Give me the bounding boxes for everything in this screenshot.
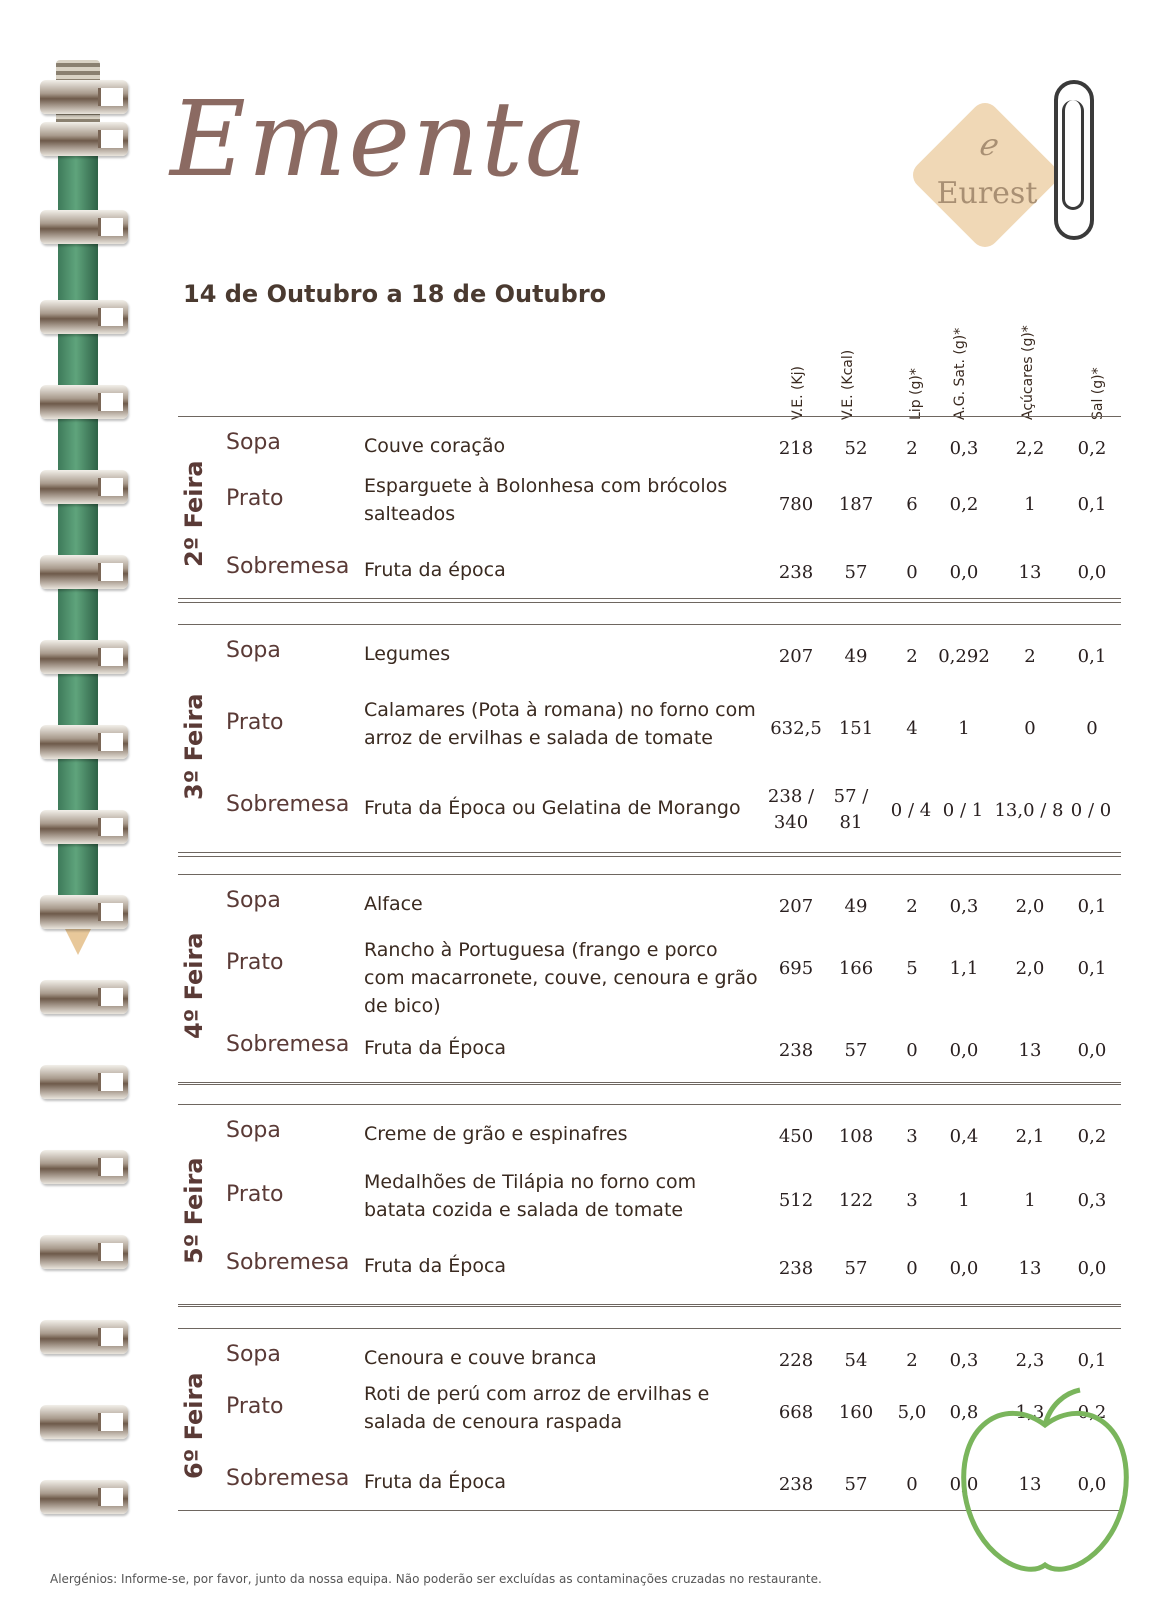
- row-separator: [178, 1084, 1121, 1085]
- row-separator: [178, 602, 1121, 603]
- logo-diamond: [907, 97, 1063, 253]
- dish-name: Couve coração: [364, 435, 506, 457]
- nutrition-value: 0,0: [1077, 1474, 1107, 1495]
- nutrition-value: 2: [906, 1350, 918, 1371]
- nutrition-value: 632,5: [770, 718, 822, 739]
- nutrition-value: 2,2: [1015, 438, 1045, 459]
- nutrition-value: 151: [838, 718, 874, 739]
- nutrition-value: 13: [1018, 1258, 1042, 1279]
- day-label-text: 2º Feira: [180, 460, 208, 567]
- nutrition-value: 0: [906, 1040, 918, 1061]
- paperclip-inner: [1062, 100, 1084, 210]
- binding-ring: [40, 300, 128, 334]
- binding-ring: [40, 385, 128, 419]
- nutrition-value: 0,0: [949, 1258, 979, 1279]
- dish-name: Alface: [364, 893, 423, 915]
- nutrition-value: 0 / 0: [1070, 800, 1112, 821]
- nutrition-value: 6: [906, 494, 918, 515]
- binding-ring: [40, 80, 128, 114]
- nutrition-value: 13,0 / 8: [994, 800, 1064, 821]
- meal-category: Prato: [226, 1394, 284, 1419]
- dish-name: Fruta da Época: [364, 1255, 507, 1277]
- binding-ring: [40, 470, 128, 504]
- nutrition-value: 52: [844, 438, 868, 459]
- logo-swirl-icon: ℯ: [978, 128, 996, 163]
- nutrition-value: 780: [778, 494, 814, 515]
- day-label-text: 5º Feira: [180, 1157, 208, 1264]
- dish-name: Calamares (Pota à romana) no forno com arroz de ervilhas e salada de tomate: [364, 699, 756, 749]
- nutrition-value: 49: [844, 896, 868, 917]
- row-separator: [178, 852, 1121, 853]
- nutrition-value: 3: [906, 1126, 918, 1147]
- meal-category: Sobremesa: [226, 1250, 350, 1275]
- nutrition-value: 0,3: [949, 896, 979, 917]
- allergens-footer: Alergénios: Informe-se, por favor, junto da nossa equipa. Não poderão ser excluídas as contaminações cruzadas no restaurante.: [50, 1572, 822, 1586]
- row-separator: [178, 874, 1121, 875]
- nutrition-value: 108: [838, 1126, 874, 1147]
- nutrition-value: 57: [844, 562, 868, 583]
- row-separator: [178, 598, 1121, 599]
- nutrition-value: 122: [838, 1190, 874, 1211]
- logo-text: Eurest: [936, 176, 1038, 211]
- row-separator: [178, 1082, 1121, 1083]
- binding-ring: [40, 1480, 128, 1514]
- nutrition-value: 1: [958, 718, 970, 739]
- nutrition-value: 0,0: [1077, 562, 1107, 583]
- meal-category: Sopa: [226, 430, 281, 455]
- nutrition-value: 57 / 81: [833, 786, 869, 833]
- nutrition-value: 187: [838, 494, 874, 515]
- col-header-ve-kj: V.E. (Kj): [790, 366, 806, 420]
- nutrition-value: 0: [1086, 718, 1098, 739]
- nutrition-value: 49: [844, 646, 868, 667]
- nutrition-value: 238: [778, 562, 814, 583]
- nutrition-value: 1,3: [1015, 1402, 1045, 1423]
- nutrition-value: 0,0: [949, 1040, 979, 1061]
- apple-icon: [945, 1385, 1145, 1585]
- row-separator: [178, 1328, 1121, 1329]
- nutrition-value: 2: [1024, 646, 1036, 667]
- row-separator: [178, 1306, 1121, 1307]
- row-separator: [178, 1104, 1121, 1105]
- row-separator: [178, 856, 1121, 857]
- nutrition-value: 207: [778, 646, 814, 667]
- dish-name: Cenoura e couve branca: [364, 1347, 597, 1369]
- nutrition-value: 0,1: [1077, 896, 1107, 917]
- nutrition-value: 0,2: [1077, 438, 1107, 459]
- binding-ring: [40, 895, 128, 929]
- nutrition-value: 0,0: [1077, 1258, 1107, 1279]
- dish-name: Medalhões de Tilápia no forno com batata cozida e salada de tomate: [364, 1171, 697, 1221]
- col-header-acucares: Açúcares (g)*: [1020, 325, 1036, 420]
- nutrition-value: 57: [844, 1040, 868, 1061]
- nutrition-value: 0,0: [1077, 1040, 1107, 1061]
- binding-ring: [40, 1405, 128, 1439]
- nutrition-value: 695: [778, 958, 814, 979]
- day-label-text: 3º Feira: [180, 693, 208, 800]
- nutrition-value: 668: [778, 1402, 814, 1423]
- meal-category: Sobremesa: [226, 1032, 350, 1057]
- dish-name: Fruta da Época: [364, 1471, 507, 1493]
- nutrition-value: 238: [778, 1474, 814, 1495]
- nutrition-value: 0,3: [949, 438, 979, 459]
- nutrition-value: 2: [906, 896, 918, 917]
- binding-ring: [40, 210, 128, 244]
- binding-ring: [40, 640, 128, 674]
- meal-category: Sobremesa: [226, 1466, 350, 1491]
- nutrition-value: 0,8: [949, 1402, 979, 1423]
- nutrition-value: 0: [906, 562, 918, 583]
- binding-ring: [40, 1150, 128, 1184]
- nutrition-value: 5: [906, 958, 918, 979]
- nutrition-value: 0,1: [1077, 646, 1107, 667]
- nutrition-value: 0,0: [949, 1474, 979, 1495]
- meal-category: Prato: [226, 950, 284, 975]
- nutrition-value: 2,0: [1015, 958, 1045, 979]
- nutrition-value: 0 / 4: [890, 800, 932, 821]
- nutrition-value: 2: [906, 646, 918, 667]
- day-label-text: 6º Feira: [180, 1372, 208, 1479]
- row-separator: [178, 1304, 1121, 1305]
- nutrition-value: 238: [778, 1258, 814, 1279]
- col-header-ve-kcal: V.E. (Kcal): [840, 349, 856, 420]
- dish-name: Roti de perú com arroz de ervilhas e salada de cenoura raspada: [364, 1383, 710, 1433]
- nutrition-value: 0,1: [1077, 494, 1107, 515]
- nutrition-value: 0,292: [938, 646, 990, 667]
- dish-name: Fruta da época: [364, 559, 506, 581]
- nutrition-value: 0,0: [949, 562, 979, 583]
- col-header-lip: Lip (g)*: [908, 368, 924, 420]
- binding-ring: [40, 555, 128, 589]
- dish-name: Fruta da Época: [364, 1037, 507, 1059]
- binding-ring: [40, 980, 128, 1014]
- dish-name: Fruta da Época ou Gelatina de Morango: [364, 797, 741, 819]
- nutrition-value: 0,4: [949, 1126, 979, 1147]
- meal-category: Sopa: [226, 1118, 281, 1143]
- nutrition-value: 218: [778, 438, 814, 459]
- nutrition-value: 0: [906, 1258, 918, 1279]
- binding-ring: [40, 725, 128, 759]
- nutrition-value: 228: [778, 1350, 814, 1371]
- binding-ring: [40, 1065, 128, 1099]
- nutrition-value: 207: [778, 896, 814, 917]
- row-separator: [178, 416, 1121, 417]
- nutrition-value: 5,0: [897, 1402, 927, 1423]
- meal-category: Sobremesa: [226, 554, 350, 579]
- meal-category: Sopa: [226, 1342, 281, 1367]
- nutrition-value: 0,3: [1077, 1190, 1107, 1211]
- nutrition-value: 4: [906, 718, 918, 739]
- nutrition-value: 0: [906, 1474, 918, 1495]
- nutrition-value: 1: [1024, 1190, 1036, 1211]
- nutrition-value: 166: [838, 958, 874, 979]
- dish-name: Legumes: [364, 643, 451, 665]
- nutrition-value: 0,2: [949, 494, 979, 515]
- binding-ring: [40, 1235, 128, 1269]
- nutrition-value: 1: [958, 1190, 970, 1211]
- nutrition-value: 238: [778, 1040, 814, 1061]
- spiral-binding: [40, 60, 140, 1540]
- nutrition-value: 2,1: [1015, 1126, 1045, 1147]
- binding-ring: [40, 810, 128, 844]
- nutrition-value: 450: [778, 1126, 814, 1147]
- day-label-text: 4º Feira: [180, 932, 208, 1039]
- nutrition-value: 160: [838, 1402, 874, 1423]
- page-title: Ementa: [170, 78, 589, 200]
- nutrition-value: 0,1: [1077, 958, 1107, 979]
- meal-category: Sopa: [226, 888, 281, 913]
- dish-name: Rancho à Portuguesa (frango e porco com macarronete, couve, cenoura e grão de bico): [364, 939, 758, 1017]
- menu-period: 14 de Outubro a 18 de Outubro: [183, 280, 607, 308]
- nutrition-value: 13: [1018, 1040, 1042, 1061]
- col-header-ag-sat: A.G. Sat. (g)*: [952, 327, 968, 420]
- binding-ring: [40, 122, 128, 156]
- nutrition-value: 1: [1024, 494, 1036, 515]
- nutrition-value: 13: [1018, 562, 1042, 583]
- eurest-logo: [912, 108, 1062, 258]
- nutrition-value: 0,2: [1077, 1402, 1107, 1423]
- meal-category: Sobremesa: [226, 792, 350, 817]
- meal-category: Prato: [226, 1182, 284, 1207]
- nutrition-value: 57: [844, 1474, 868, 1495]
- nutrition-value: 54: [844, 1350, 868, 1371]
- nutrition-value: 13: [1018, 1474, 1042, 1495]
- nutrition-value: 0,1: [1077, 1350, 1107, 1371]
- nutrition-value: 1,1: [949, 958, 979, 979]
- nutrition-value: 3: [906, 1190, 918, 1211]
- nutrition-value: 2,3: [1015, 1350, 1045, 1371]
- meal-category: Prato: [226, 710, 284, 735]
- row-separator: [178, 624, 1121, 625]
- nutrition-value: 2,0: [1015, 896, 1045, 917]
- nutrition-value: 57: [844, 1258, 868, 1279]
- meal-category: Prato: [226, 486, 284, 511]
- nutrition-value: 0,2: [1077, 1126, 1107, 1147]
- nutrition-value: 0: [1024, 718, 1036, 739]
- nutrition-value: 512: [778, 1190, 814, 1211]
- binding-ring: [40, 1320, 128, 1354]
- nutrition-value: 2: [906, 438, 918, 459]
- col-header-sal: Sal (g)*: [1090, 367, 1106, 420]
- nutrition-value: 0 / 1: [942, 800, 984, 821]
- nutrition-value: 0,3: [949, 1350, 979, 1371]
- nutrition-value: 238 / 340: [767, 786, 815, 833]
- pencil-illustration: [58, 155, 98, 915]
- dish-name: Creme de grão e espinafres: [364, 1123, 628, 1145]
- meal-category: Sopa: [226, 638, 281, 663]
- dish-name: Esparguete à Bolonhesa com brócolos salteados: [364, 475, 728, 525]
